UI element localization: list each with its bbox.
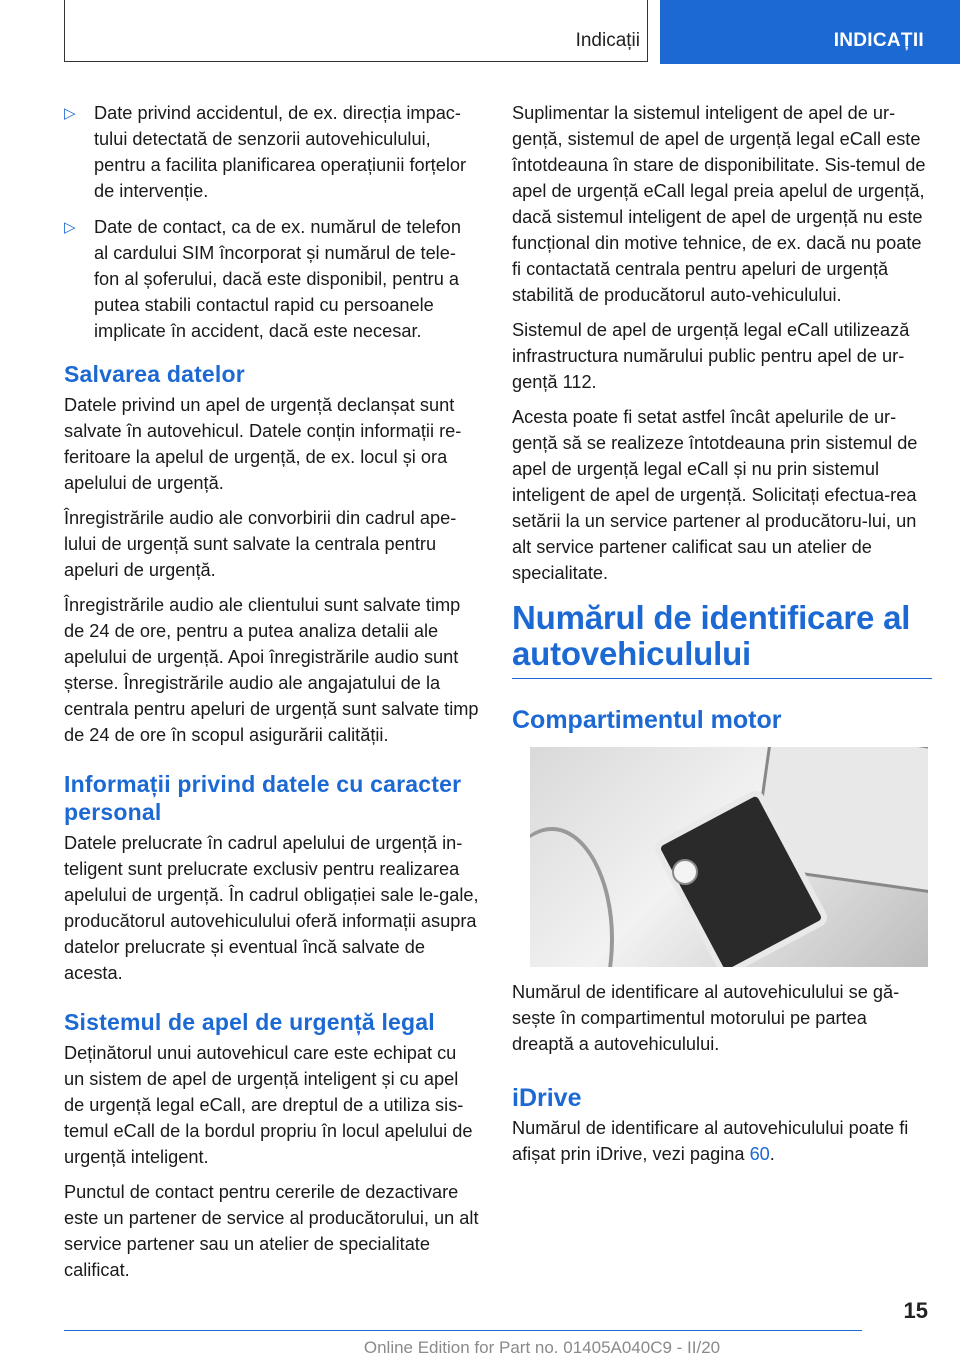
paragraph: Deținătorul unui autovehicul care este echipat cu un sistem de apel de urgență inteligent și cu apel de urgență legal eCall, are dreptul de a utiliza sis-temul eCall de la bordul propriu în locul apelului de urgență inteligent. xyxy=(64,1043,473,1167)
right-column xyxy=(512,100,932,1176)
engine-compartment-image xyxy=(530,747,928,967)
triangle-bullet-icon: ▷ xyxy=(64,219,76,236)
paragraph: Punctul de contact pentru cererile de dezactivare este un partener de service al producătorului, un alt service partener sau un atelier de specialitate calificat. xyxy=(64,1182,479,1280)
paragraph-text: Numărul de identificare al autovehiculului poate fi afișat prin iDrive, vezi pagina xyxy=(512,1118,909,1164)
paragraph-end: . xyxy=(769,1144,775,1164)
paragraph: Sistemul de apel de urgență legal eCall utilizează infrastructura numărului public pentru apel de ur-gență 112. xyxy=(512,320,910,392)
section-heading: Informații privind datele cu caracter personal xyxy=(64,771,462,825)
page-number: 15 xyxy=(903,1298,928,1323)
section-title: Indicații xyxy=(575,30,640,51)
paragraph xyxy=(512,1115,932,1167)
list-item-text: Date privind accidentul, de ex. direcția impac-tului detectată de senzorii autovehiculului, pentru a facilita planificarea operațiunii forțelor de intervenție. xyxy=(94,103,467,201)
page-link[interactable]: 60 xyxy=(749,1144,770,1164)
bolt xyxy=(672,859,698,885)
paragraph: Numărul de identificare al autovehiculului se gă-sește în compartimentul motorului pe partea dreaptă a autovehiculului. xyxy=(512,982,900,1054)
footer-edition xyxy=(0,1338,960,1358)
paragraph: Datele prelucrate în cadrul apelului de urgență in-teligent sunt prelucrate exclusiv pentru realizarea apelului de urgență. În cadrul obligației sale le-gale, producătorul autovehiculului oferă informații asupra datelor prelucrate și eventual încă salvate de acesta. xyxy=(64,833,479,983)
subsection-heading: iDrive xyxy=(512,1084,582,1112)
left-column xyxy=(64,100,480,1292)
paragraph: Înregistrările audio ale convorbirii din cadrul ape-lului de urgență sunt salvate la centrala pentru apeluri de urgență. xyxy=(64,508,457,580)
footer-edition-text: Online Edition for Part no. 01405A040C9 - II/20 xyxy=(363,1338,721,1357)
paragraph: Acesta poate fi setat astfel încât apelurile de ur-gență să se realizeze întotdeauna prin sistemul de apel de urgență legal eCall și nu prin sistemul inteligent de apel de urgență. Solicitați efectua-rea setării la un service partener al producătoru-lui, un alt service partener calificat sau un atelier de specialitate. xyxy=(512,407,918,583)
paragraph: Datele privind un apel de urgență declanșat sunt salvate în autovehicul. Datele conțin informații re-feritoare la apelul de urgență, de ex. locul și ora apelului de urgență. xyxy=(64,395,462,493)
chapter-tab[interactable] xyxy=(660,0,960,64)
subsection-heading: Compartimentul motor xyxy=(512,706,782,734)
list-item-text: Date de contact, ca de ex. numărul de telefon al cardului SIM încorporat și numărul de tele-fon al șoferului, dacă este disponibil, pentru a putea stabili contactul rapid cu persoanele implicate în accident, dacă este necesar. xyxy=(94,217,462,341)
paragraph: Înregistrările audio ale clientului sunt salvate timp de 24 de ore, pentru a putea analiza detalii ale apelului de urgență. Apoi înregistrările audio sunt șterse. Înregistrările audio ale angajatului de la centrala pentru apeluri de urgență sunt salvate timp de 24 de ore în scopul asigurării calității. xyxy=(64,595,479,745)
footer-rule xyxy=(64,1330,862,1331)
chapter-tab-label: INDICAȚII xyxy=(833,30,924,51)
section-heading: Sistemul de apel de urgență legal xyxy=(64,1009,435,1035)
triangle-bullet-icon: ▷ xyxy=(64,105,76,122)
list-item xyxy=(64,214,480,344)
header-frame xyxy=(64,0,648,62)
chapter-heading: Numărul de identificare al autovehiculului xyxy=(512,600,932,679)
list-item xyxy=(64,100,480,204)
paragraph: Suplimentar la sistemul inteligent de apel de ur-gență, sistemul de apel de urgență legal eCall este întotdeauna în stare de disponibilitate. Sis-temul de apel de urgență eCall legal preia apelul de urgență, dacă sistemul inteligent de apel de urgență nu este funcțional din motive tehnice, de ex. dacă nu poate fi contactată centrala pentru apeluri de urgență stabilită de producătorul auto-vehiculului. xyxy=(512,103,926,305)
section-heading: Salvarea datelor xyxy=(64,361,245,387)
strut-curve xyxy=(530,827,614,967)
